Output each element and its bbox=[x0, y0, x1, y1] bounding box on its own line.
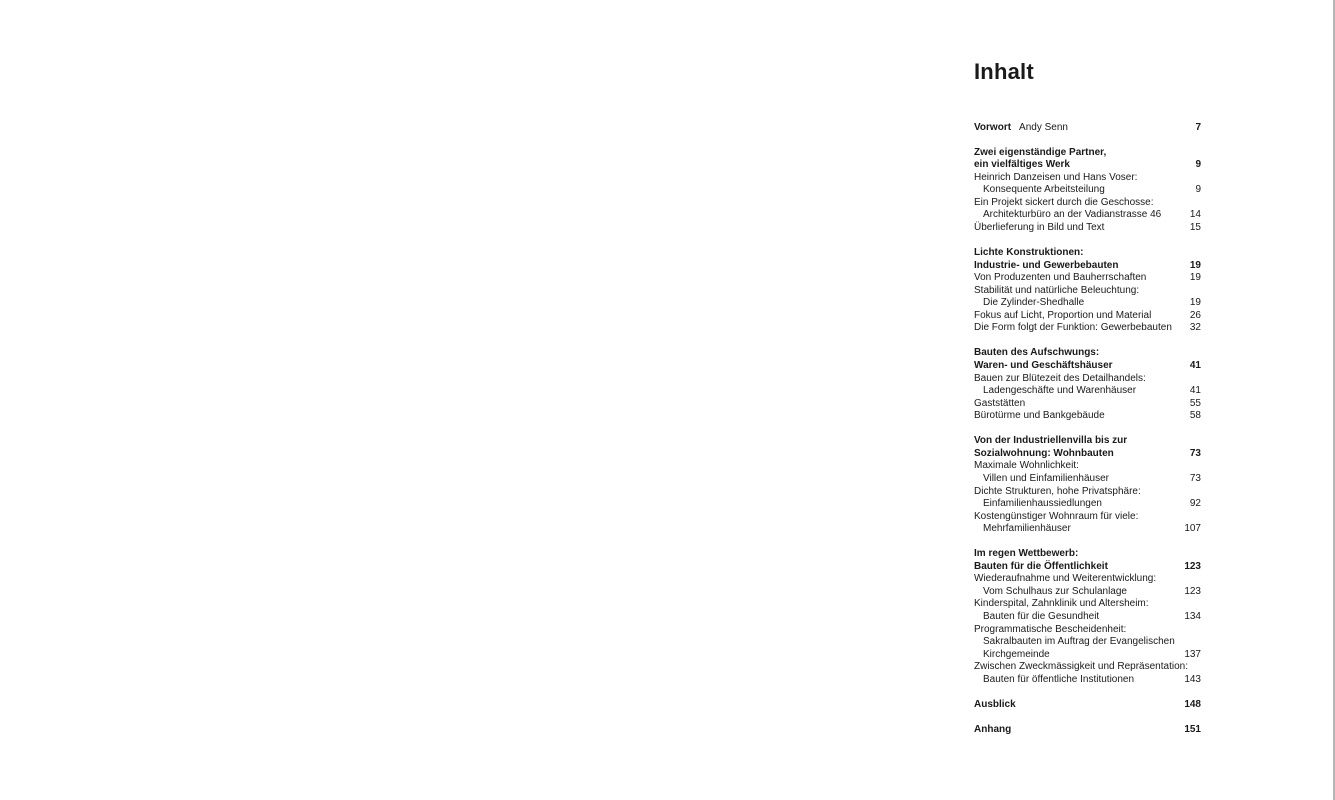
toc-entry bbox=[974, 221, 1202, 234]
toc-entry-page-number: 7 bbox=[1195, 121, 1201, 133]
toc-entry bbox=[974, 673, 1202, 686]
toc-entry-text bbox=[983, 472, 1109, 485]
toc-entry-label: Ein Projekt sickert durch die Geschosse: bbox=[974, 196, 1154, 208]
toc-entry bbox=[974, 158, 1202, 171]
toc-entry bbox=[974, 585, 1202, 598]
toc-entry-text bbox=[974, 259, 1118, 272]
toc-entry-page-number: 9 bbox=[1195, 159, 1201, 171]
toc-entry-label: Von der Industriellenvilla bis zur bbox=[974, 435, 1128, 447]
toc-entry-label: Vorwort bbox=[974, 121, 1012, 133]
toc-entry-page-number: 137 bbox=[1184, 648, 1201, 660]
toc-entry-label: Einfamilienhaussiedlungen bbox=[983, 498, 1102, 509]
toc-entry-text bbox=[974, 171, 1137, 184]
toc-entry-label: Kinderspital, Zahnklinik und Altersheim: bbox=[974, 598, 1149, 610]
toc-entry-page-number: 73 bbox=[1189, 472, 1201, 484]
toc-entry bbox=[974, 397, 1202, 410]
toc-entry-text bbox=[974, 485, 1141, 498]
toc-entry-label: Bauten für öffentliche Institutionen bbox=[983, 673, 1135, 685]
toc-entry-label: Industrie- und Gewerbebauten bbox=[974, 259, 1119, 271]
toc-entry-text bbox=[983, 497, 1102, 510]
toc-entry bbox=[974, 196, 1202, 209]
toc-entry-page-number: 26 bbox=[1189, 309, 1201, 321]
toc-entry-label: Maximale Wohnlichkeit: bbox=[974, 460, 1079, 472]
toc-entry bbox=[974, 623, 1202, 636]
toc-entry bbox=[974, 208, 1202, 221]
toc-entry-label: Waren- und Geschäftshäuser bbox=[974, 360, 1113, 371]
toc-entry bbox=[974, 121, 1202, 134]
toc-entry bbox=[974, 572, 1202, 585]
toc-entry bbox=[974, 346, 1202, 359]
toc-entry bbox=[974, 359, 1202, 372]
toc-entry-text bbox=[974, 698, 1016, 711]
toc-entry-label: ein vielfältiges Werk bbox=[974, 159, 1070, 171]
toc-entry-page-number: 41 bbox=[1189, 385, 1201, 397]
toc-entry-text bbox=[974, 459, 1079, 472]
toc-entry bbox=[974, 660, 1202, 673]
toc-entry-label: Kostengünstiger Wohnraum für viele: bbox=[974, 510, 1139, 522]
toc-entry-label: Stabilität und natürliche Beleuchtung: bbox=[974, 284, 1140, 296]
toc-entry bbox=[974, 271, 1202, 284]
toc-entry bbox=[974, 259, 1202, 272]
toc-entry-text bbox=[974, 510, 1138, 523]
toc-entry-author: Andy Senn bbox=[1019, 121, 1068, 133]
toc-entry-text bbox=[974, 158, 1070, 171]
toc-entry-text bbox=[974, 434, 1127, 447]
toc-entry-label: Überlieferung in Bild und Text bbox=[974, 221, 1105, 233]
toc-entry-label: Fokus auf Licht, Proportion und Material bbox=[974, 309, 1152, 321]
toc-entry-page-number: 107 bbox=[1184, 523, 1201, 535]
toc-entry-text bbox=[974, 246, 1083, 259]
toc-entry bbox=[974, 635, 1202, 648]
toc-entry-text bbox=[983, 673, 1134, 686]
toc-entry bbox=[974, 610, 1202, 623]
toc-entry-text bbox=[974, 572, 1156, 585]
toc-entry-page-number: 92 bbox=[1189, 498, 1201, 509]
toc-entry-label: Die Form folgt der Funktion: Gewerbebauten bbox=[974, 322, 1172, 334]
toc-entry-text bbox=[974, 271, 1146, 284]
toc-entry-text bbox=[974, 547, 1078, 560]
toc-entry-text bbox=[974, 309, 1151, 322]
toc-entry-label: Dichte Strukturen, hohe Privatsphäre: bbox=[974, 485, 1141, 497]
toc-entry-label: Die Zylinder-Shedhalle bbox=[983, 297, 1085, 309]
toc-entry bbox=[974, 246, 1202, 259]
toc-entry-label: Ausblick bbox=[974, 698, 1016, 710]
toc-entry bbox=[974, 560, 1202, 573]
toc-entry-page-number: 73 bbox=[1189, 447, 1201, 459]
toc-entry-text bbox=[974, 397, 1025, 410]
toc-entry-page-number: 151 bbox=[1184, 723, 1201, 735]
toc-entry-label: Zwischen Zweckmässigkeit und Repräsentation: bbox=[974, 661, 1188, 673]
toc-entry-text bbox=[974, 346, 1099, 359]
toc-entry-text bbox=[974, 560, 1108, 573]
toc-entry bbox=[974, 409, 1202, 422]
toc-entry-label: Architekturbüro an der Vadianstrasse 46 bbox=[983, 209, 1162, 221]
toc-entry-label: Heinrich Danzeisen und Hans Voser: bbox=[974, 171, 1138, 183]
toc-entry bbox=[974, 183, 1202, 196]
toc-entry-page-number: 148 bbox=[1184, 698, 1201, 710]
toc-entry-label: Sozialwohnung: Wohnbauten bbox=[974, 447, 1114, 459]
toc-entry-text bbox=[983, 296, 1084, 309]
toc-entry-text bbox=[974, 221, 1104, 234]
toc-entry-page-number: 143 bbox=[1184, 673, 1201, 685]
toc-entry-label: Bürotürme und Bankgebäude bbox=[974, 410, 1105, 422]
toc-entry bbox=[974, 698, 1202, 711]
toc-title: Inhalt bbox=[974, 59, 1034, 84]
toc-entry bbox=[974, 510, 1202, 523]
toc-entry-label: Vom Schulhaus zur Schulanlage bbox=[983, 585, 1127, 597]
toc-entry-text bbox=[974, 723, 1011, 736]
toc-entry bbox=[974, 497, 1202, 510]
toc-entry-text bbox=[974, 447, 1114, 460]
toc-entry-text bbox=[974, 623, 1126, 636]
toc-entry bbox=[974, 472, 1202, 485]
toc-entry-text bbox=[974, 372, 1146, 385]
toc-entry-label: Von Produzenten und Bauherrschaften bbox=[974, 272, 1147, 284]
toc-entry-text bbox=[974, 597, 1149, 610]
toc-entry-label: Mehrfamilienhäuser bbox=[983, 523, 1071, 535]
toc-entry-page-number: 14 bbox=[1189, 209, 1201, 221]
toc-entry-text bbox=[974, 321, 1172, 334]
toc-entry-page-number: 32 bbox=[1189, 322, 1201, 334]
toc-entry-page-number: 15 bbox=[1189, 221, 1201, 233]
toc-entry-page-number: 134 bbox=[1184, 611, 1201, 622]
toc-entry-text bbox=[983, 585, 1127, 598]
toc-entry-label: Zwei eigenständige Partner, bbox=[974, 146, 1107, 158]
toc-entry-label: Bauten für die Gesundheit bbox=[983, 611, 1100, 622]
toc-entry bbox=[974, 447, 1202, 460]
toc-entry-text bbox=[974, 284, 1139, 297]
toc-entry-label: Programmatische Bescheidenheit: bbox=[974, 623, 1127, 635]
toc-entry-label: Bauten des Aufschwungs: bbox=[974, 347, 1100, 359]
toc-entry-page-number: 9 bbox=[1195, 184, 1201, 196]
toc-entry-label: Villen und Einfamilienhäuser bbox=[983, 472, 1110, 484]
toc-entry-text bbox=[983, 610, 1099, 623]
toc-entry-label: Ladengeschäfte und Warenhäuser bbox=[983, 385, 1137, 397]
toc-entry-page-number: 19 bbox=[1189, 297, 1201, 309]
table-of-contents bbox=[974, 58, 1202, 86]
toc-entry-text bbox=[983, 522, 1071, 535]
toc-entry bbox=[974, 296, 1202, 309]
toc-entry-label: Anhang bbox=[974, 723, 1012, 735]
toc-entry bbox=[974, 597, 1202, 610]
toc-entry-label: Im regen Wettbewerb: bbox=[974, 548, 1079, 560]
toc-entry-page-number: 19 bbox=[1189, 259, 1201, 271]
toc-entry-text bbox=[974, 146, 1106, 159]
toc-entry-text bbox=[983, 648, 1050, 661]
toc-entry-text bbox=[974, 359, 1113, 372]
toc-entry bbox=[974, 146, 1202, 159]
toc-entry-label: Bauen zur Blütezeit des Detailhandels: bbox=[974, 372, 1146, 384]
toc-entry bbox=[974, 372, 1202, 385]
toc-entry bbox=[974, 384, 1202, 397]
toc-entry-label: Konsequente Arbeitsteilung bbox=[983, 184, 1105, 196]
toc-entry-text bbox=[983, 384, 1136, 397]
toc-entry-page-number: 41 bbox=[1189, 360, 1201, 371]
toc-entry bbox=[974, 648, 1202, 661]
toc-entry bbox=[974, 485, 1202, 498]
toc-entry-label: Gaststätten bbox=[974, 397, 1026, 409]
toc-entry-page-number: 19 bbox=[1189, 272, 1201, 284]
toc-entry-label: Lichte Konstruktionen: bbox=[974, 247, 1084, 258]
toc-entry-text bbox=[974, 409, 1105, 422]
toc-entry-page-number: 55 bbox=[1189, 397, 1201, 409]
toc-entry-text bbox=[983, 635, 1175, 648]
toc-entry bbox=[974, 434, 1202, 447]
toc-entry bbox=[974, 284, 1202, 297]
toc-entry-text bbox=[983, 183, 1105, 196]
toc-entry bbox=[974, 459, 1202, 472]
toc-entry-label: Sakralbauten im Auftrag der Evangelischen bbox=[983, 636, 1175, 647]
toc-entry bbox=[974, 309, 1202, 322]
toc-entry-page-number: 58 bbox=[1189, 410, 1201, 422]
toc-entry-label: Kirchgemeinde bbox=[983, 648, 1050, 660]
toc-entry-text bbox=[974, 121, 1068, 134]
toc-entry bbox=[974, 171, 1202, 184]
toc-entry-page-number: 123 bbox=[1184, 560, 1201, 572]
toc-entry bbox=[974, 321, 1202, 334]
toc-entry bbox=[974, 723, 1202, 736]
toc-entry-text bbox=[974, 660, 1188, 673]
toc-entry-text bbox=[983, 208, 1161, 221]
toc-entry-page-number: 123 bbox=[1184, 585, 1201, 597]
toc-entry-label: Wiederaufnahme und Weiterentwicklung: bbox=[974, 573, 1157, 585]
toc-entry-label: Bauten für die Öffentlichkeit bbox=[974, 560, 1108, 572]
toc-entry bbox=[974, 522, 1202, 535]
toc-entry bbox=[974, 547, 1202, 560]
toc-entry-text bbox=[974, 196, 1154, 209]
